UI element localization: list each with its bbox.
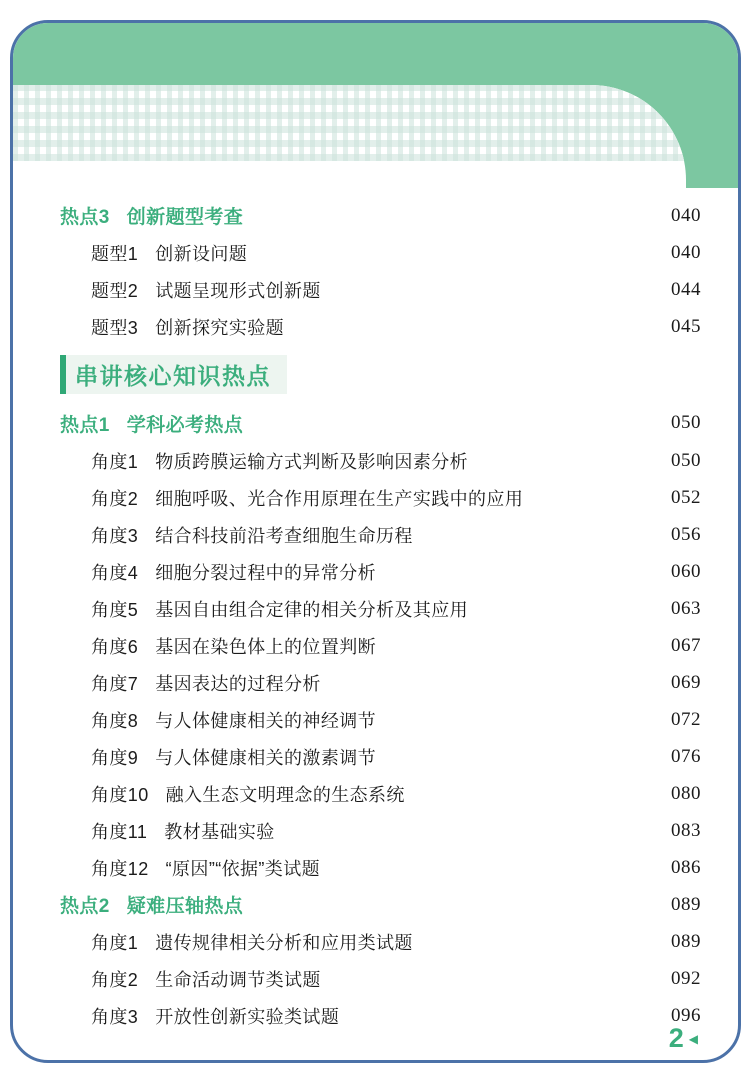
toc-entry-label: 角度7 (91, 673, 139, 694)
toc-entry-label: 角度11 (91, 821, 148, 842)
toc-entry-label: 角度6 (91, 636, 139, 657)
toc-entry-title: 疑难压轴热点 (126, 896, 244, 918)
toc-entry-page: 063 (671, 597, 701, 619)
page-number: 2 (668, 1023, 684, 1053)
toc-entry-page: 040 (671, 242, 701, 263)
toc-entry-page: 080 (671, 782, 701, 804)
toc-entry-label: 热点1 (60, 414, 110, 436)
section-header (60, 355, 287, 394)
toc-entry-label: 角度3 (91, 1007, 139, 1027)
toc-entry-title: 与人体健康相关的激素调节 (155, 747, 377, 768)
toc-entry-label: 角度3 (91, 525, 139, 546)
toc-entry-label: 角度4 (91, 562, 139, 583)
toc-entry-page: 050 (671, 412, 701, 434)
toc-entry-page: 045 (671, 316, 701, 337)
toc-entry-page: 056 (671, 523, 701, 545)
toc-entry-label: 角度1 (91, 933, 139, 953)
toc-entry-page: 052 (671, 486, 701, 508)
toc-entry-title: 基因在染色体上的位置判断 (155, 636, 377, 657)
toc-entry-title: 基因表达的过程分析 (155, 673, 321, 694)
toc-row (60, 235, 701, 272)
toc-entry-page: 076 (671, 745, 701, 767)
toc-row (60, 924, 701, 961)
toc-row (60, 886, 701, 924)
toc-entry-label: 角度10 (91, 784, 149, 805)
toc-entry-title: 融入生态文明理念的生态系统 (165, 784, 405, 805)
toc-entry-title: 基因自由组合定律的相关分析及其应用 (155, 599, 469, 620)
toc-entry-label: 角度1 (91, 451, 139, 472)
toc-entry-page: 069 (671, 671, 701, 693)
toc-entry-title: 创新设问题 (155, 244, 248, 264)
toc-entry-page: 050 (671, 449, 701, 471)
toc-entry-page: 089 (671, 893, 701, 915)
header-curved-inset (13, 85, 686, 188)
toc-entry-title: “原因”“依据”类试题 (165, 858, 321, 879)
toc-row (60, 590, 701, 627)
gingham-pattern-decoration (13, 85, 686, 161)
toc-entry-page: 083 (671, 819, 701, 841)
toc-entry-page: 092 (671, 968, 701, 989)
section-header-title: 串讲核心知识热点 (75, 362, 271, 389)
toc-entry-title: 物质跨膜运输方式判断及影响因素分析 (155, 451, 469, 472)
toc-entry-title: 学科必考热点 (126, 414, 244, 436)
toc-row (60, 553, 701, 590)
toc-entry-title: 教材基础实验 (164, 821, 275, 842)
toc-entry-page: 044 (671, 279, 701, 300)
header-green-band (13, 23, 738, 188)
toc-row (60, 627, 701, 664)
toc-entry-title: 结合科技前沿考查细胞生命历程 (155, 525, 413, 546)
toc-entry-label: 角度5 (91, 599, 139, 620)
toc-entry-page: 072 (671, 708, 701, 730)
toc-entry-page: 067 (671, 634, 701, 656)
page-number-arrow-icon: ◀ (688, 1031, 698, 1046)
toc-entry-label: 题型3 (91, 318, 139, 338)
toc-entry-label: 角度2 (91, 488, 139, 509)
toc-row (60, 738, 701, 775)
toc-entry-title: 开放性创新实验类试题 (155, 1007, 340, 1027)
toc-entry-page: 060 (671, 560, 701, 582)
toc-row (60, 664, 701, 701)
toc-entry-label: 角度9 (91, 747, 139, 768)
toc-row (60, 998, 701, 1035)
toc-entry-label: 题型2 (91, 281, 139, 301)
toc-entry-title: 遗传规律相关分析和应用类试题 (155, 933, 413, 953)
toc-entry-label: 角度8 (91, 710, 139, 731)
toc-entry-page: 096 (671, 1005, 701, 1026)
toc-entry-title: 创新题型考查 (126, 207, 244, 229)
toc-entry-label: 题型1 (91, 244, 139, 264)
toc-row (60, 812, 701, 849)
toc-entry-title: 创新探究实验题 (155, 318, 285, 338)
toc-entry-title: 试题呈现形式创新题 (155, 281, 321, 301)
toc-row (60, 442, 701, 479)
toc-row (60, 272, 701, 309)
toc-entry-label: 角度12 (91, 858, 149, 879)
toc-entry-page: 086 (671, 856, 701, 878)
page-footer (669, 1025, 698, 1052)
toc-row (60, 405, 701, 443)
toc-entry-title: 生命活动调节类试题 (155, 970, 321, 990)
toc-row (60, 479, 701, 516)
toc-row (60, 701, 701, 738)
page-container (10, 20, 741, 1063)
toc-row (60, 961, 701, 998)
toc-entry-label: 角度2 (91, 970, 139, 990)
toc-entry-label: 热点2 (60, 896, 110, 918)
toc-row (60, 309, 701, 346)
toc-entry-page: 089 (671, 931, 701, 952)
toc-row (60, 197, 701, 235)
toc-entry-title: 与人体健康相关的神经调节 (155, 710, 377, 731)
toc-entry-page: 040 (671, 204, 701, 226)
toc-entry-title: 细胞呼吸、光合作用原理在生产实践中的应用 (155, 488, 524, 509)
toc-entry-title: 细胞分裂过程中的异常分析 (155, 562, 377, 583)
toc-list (60, 197, 701, 1035)
toc-row (60, 516, 701, 553)
toc-entry-label: 热点3 (60, 207, 110, 229)
toc-row (60, 849, 701, 886)
toc-row (60, 775, 701, 812)
